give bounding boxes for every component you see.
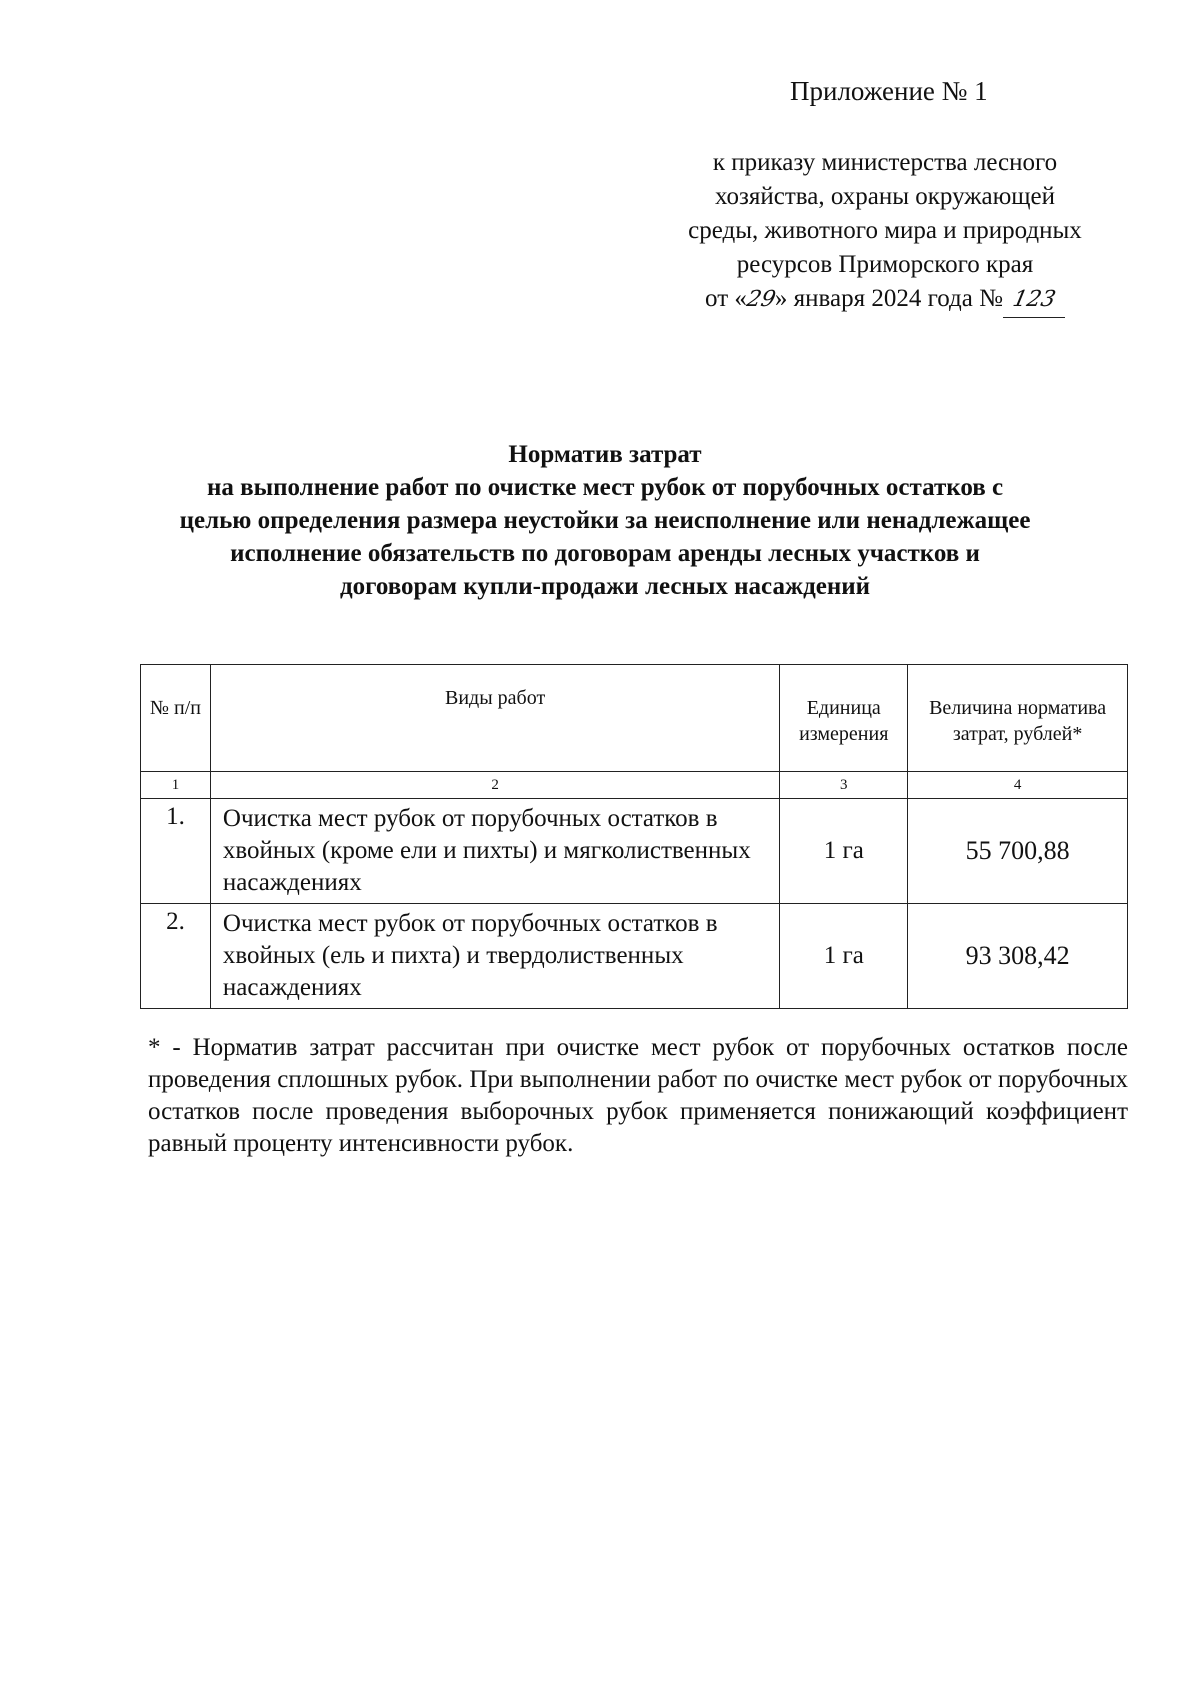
- appendix-title: Приложение № 1: [790, 76, 988, 106]
- appendix-line: ресурсов Приморского края: [736, 251, 1034, 278]
- column-number: 1: [141, 772, 211, 799]
- table-header-row: [141, 665, 1128, 772]
- order-number-handwritten: 123: [1010, 287, 1058, 312]
- row-unit: 1 га: [780, 904, 908, 1009]
- column-number: 3: [780, 772, 908, 799]
- document-title: [140, 438, 1070, 603]
- header-value: Величина норматива затрат, рублей*: [908, 665, 1128, 772]
- header-work: Виды работ: [210, 665, 779, 772]
- column-number: 2: [210, 772, 779, 799]
- order-prefix: от «: [705, 285, 747, 312]
- footnote: * - Норматив затрат рассчитан при очистке мест рубок от порубочных остатков после проведения сплошных рубок. При выполнении работ по очистке мест рубок от порубочных остатков после проведения выборочных рубок применяется понижающий коэффициент равный проценту интенсивности рубок.: [148, 1034, 1128, 1157]
- table-row: [141, 904, 1128, 1009]
- appendix-reference: [640, 146, 1130, 318]
- row-work-type: Очистка мест рубок от порубочных остатков в хвойных (ель и пихта) и твердолиственных насаждениях: [210, 904, 779, 1009]
- cost-norm-table: [140, 664, 1128, 1009]
- table-row: [141, 799, 1128, 904]
- order-date-line: [640, 282, 1130, 318]
- title-line: целью определения размера неустойки за неисполнение или ненадлежащее: [179, 507, 1031, 534]
- row-number: 1.: [141, 799, 211, 904]
- order-day-handwritten: 29: [744, 287, 778, 312]
- row-value: 55 700,88: [908, 799, 1128, 904]
- row-work-type: Очистка мест рубок от порубочных остатков в хвойных (кроме ели и пихты) и мягколиственных насаждениях: [210, 799, 779, 904]
- appendix-line: среды, животного мира и природных: [688, 217, 1082, 244]
- row-value: 93 308,42: [908, 904, 1128, 1009]
- column-number-row: [141, 772, 1128, 799]
- title-line: Норматив затрат: [508, 441, 702, 468]
- appendix-line: к приказу министерства лесного: [712, 149, 1058, 176]
- order-mid: » января 2024 года №: [774, 285, 1003, 312]
- title-line: на выполнение работ по очистке мест рубок от порубочных остатков с: [206, 474, 1004, 501]
- header-num: № п/п: [141, 665, 211, 772]
- title-line: исполнение обязательств по договорам аренды лесных участков и: [230, 540, 980, 567]
- column-number: 4: [908, 772, 1128, 799]
- title-line: договорам купли-продажи лесных насаждений: [339, 573, 871, 600]
- appendix-line: хозяйства, охраны окружающей: [714, 183, 1056, 210]
- row-unit: 1 га: [780, 799, 908, 904]
- header-unit: Единица измерения: [780, 665, 908, 772]
- row-number: 2.: [141, 904, 211, 1009]
